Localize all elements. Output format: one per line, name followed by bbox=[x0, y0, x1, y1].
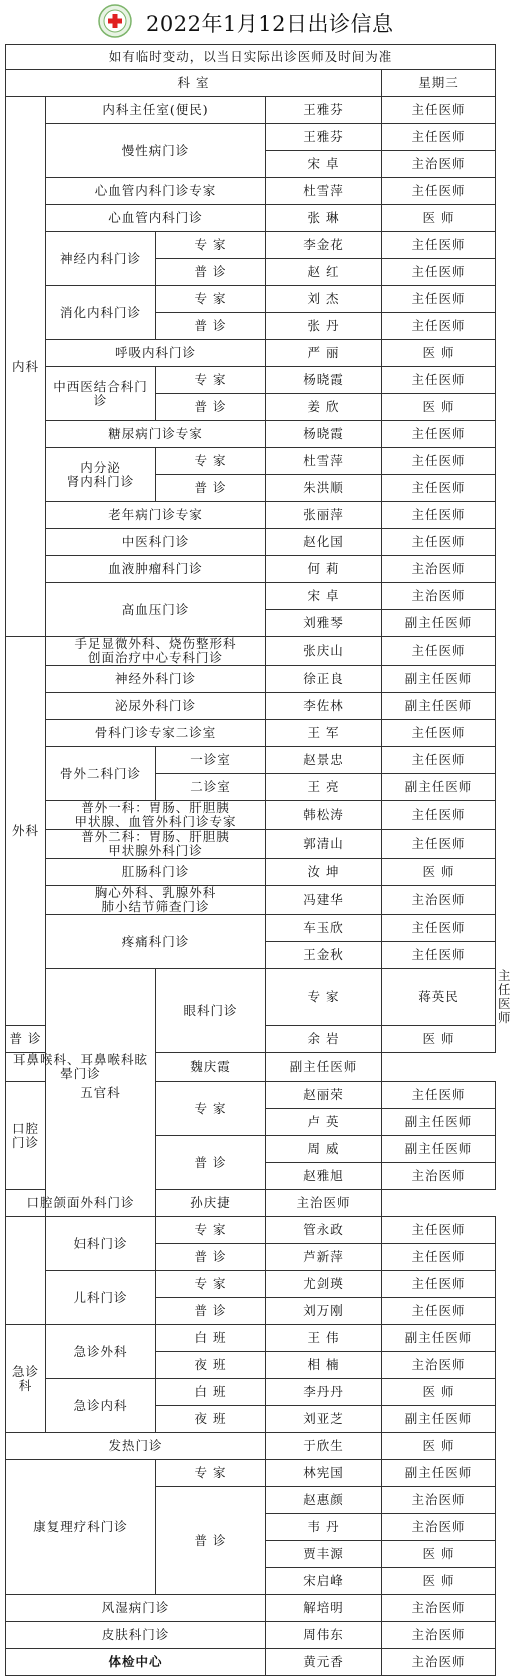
table-cell: 血液肿瘤科门诊 bbox=[46, 556, 266, 583]
table-cell: 周 威 bbox=[266, 1136, 382, 1163]
table-cell: 肛肠科门诊 bbox=[46, 859, 266, 886]
table-cell: 副主任医师 bbox=[266, 1053, 382, 1082]
table-cell: 风湿病门诊 bbox=[6, 1595, 266, 1622]
table-row bbox=[6, 529, 496, 556]
notice-text: 如有临时变动，以当日实际出诊医师及时间为准 bbox=[6, 45, 496, 70]
table-cell: 中医科门诊 bbox=[46, 529, 266, 556]
table-cell: 主任医师 bbox=[382, 313, 496, 340]
table-cell: 儿科门诊 bbox=[46, 1271, 156, 1325]
table-row bbox=[6, 720, 496, 747]
table-cell: 一诊室 bbox=[156, 747, 266, 774]
table-cell: 主治医师 bbox=[382, 1514, 496, 1541]
table-cell: 手足显微外科、烧伤整形科 创面治疗中心专科门诊 bbox=[46, 637, 266, 666]
table-cell: 医 师 bbox=[382, 1026, 496, 1053]
table-cell: 赵丽荣 bbox=[266, 1082, 382, 1109]
table-cell: 发热门诊 bbox=[6, 1433, 266, 1460]
table-cell: 副主任医师 bbox=[382, 1136, 496, 1163]
table-cell: 余 岩 bbox=[266, 1026, 382, 1053]
table-cell: 急诊科 bbox=[6, 1325, 46, 1433]
table-cell: 主任医师 bbox=[382, 720, 496, 747]
table-row bbox=[6, 1622, 496, 1649]
table-cell: 赵 红 bbox=[266, 259, 382, 286]
table-cell bbox=[6, 1217, 46, 1325]
table-cell: 专 家 bbox=[156, 1271, 266, 1298]
table-cell: 姜 欣 bbox=[266, 394, 382, 421]
table-cell: 高血压门诊 bbox=[46, 583, 266, 637]
table-cell: 刘万刚 bbox=[266, 1298, 382, 1325]
table-cell: 蒋英民 bbox=[382, 969, 496, 1026]
table-cell: 主任医师 bbox=[382, 801, 496, 830]
table-row bbox=[6, 448, 496, 475]
table-row bbox=[6, 693, 496, 720]
table-cell: 芦新萍 bbox=[266, 1244, 382, 1271]
table-row bbox=[6, 886, 496, 915]
table-cell: 五官科 bbox=[46, 969, 156, 1217]
table-row bbox=[6, 1190, 496, 1217]
table-cell: 李丹丹 bbox=[266, 1379, 382, 1406]
table-cell: 副主任医师 bbox=[382, 1109, 496, 1136]
table-cell: 妇科门诊 bbox=[46, 1217, 156, 1271]
table-row bbox=[6, 97, 496, 124]
table-cell: 主任医师 bbox=[382, 942, 496, 969]
table-cell: 口腔门诊 bbox=[6, 1082, 46, 1190]
table-row bbox=[6, 583, 496, 610]
table-cell: 车玉欣 bbox=[266, 915, 382, 942]
table-cell: 张庆山 bbox=[266, 637, 382, 666]
table-cell: 主任医师 bbox=[382, 1082, 496, 1109]
table-cell: 普 诊 bbox=[156, 1244, 266, 1271]
table-row bbox=[6, 1325, 496, 1352]
hospital-logo-icon bbox=[98, 4, 132, 38]
table-cell: 严 丽 bbox=[266, 340, 382, 367]
table-cell: 刘亚芝 bbox=[266, 1406, 382, 1433]
table-cell: 解培明 bbox=[266, 1595, 382, 1622]
table-row bbox=[6, 1379, 496, 1406]
table-cell: 内科主任室(便民) bbox=[46, 97, 266, 124]
table-cell: 主任医师 bbox=[382, 259, 496, 286]
table-cell: 主任医师 bbox=[382, 124, 496, 151]
table-cell: 急诊内科 bbox=[46, 1379, 156, 1433]
table-cell: 疼痛科门诊 bbox=[46, 915, 266, 969]
table-cell: 主任医师 bbox=[382, 830, 496, 859]
table-cell: 主治医师 bbox=[382, 1163, 496, 1190]
table-cell: 宋启峰 bbox=[266, 1568, 382, 1595]
table-cell: 何 莉 bbox=[266, 556, 382, 583]
table-cell: 呼吸内科门诊 bbox=[46, 340, 266, 367]
table-row bbox=[6, 1595, 496, 1622]
table-cell: 主任医师 bbox=[382, 475, 496, 502]
table-row bbox=[6, 124, 496, 151]
table-cell: 专 家 bbox=[156, 1460, 266, 1487]
table-cell: 宋 卓 bbox=[266, 583, 382, 610]
table-cell: 心血管内科门诊专家 bbox=[46, 178, 266, 205]
header-row bbox=[6, 70, 496, 97]
table-cell: 杜雪萍 bbox=[266, 178, 382, 205]
table-row bbox=[6, 1271, 496, 1298]
table-cell: 慢性病门诊 bbox=[46, 124, 266, 178]
table-cell: 普 诊 bbox=[156, 1487, 266, 1595]
table-cell: 消化内科门诊 bbox=[46, 286, 156, 340]
table-cell: 专 家 bbox=[156, 232, 266, 259]
table-cell: 主任医师 bbox=[382, 421, 496, 448]
table-cell: 专 家 bbox=[266, 969, 382, 1026]
table-row: 五官科 眼科门诊 专 家 蒋英民 主任医师 bbox=[6, 969, 496, 1026]
table-cell: 老年病门诊专家 bbox=[46, 502, 266, 529]
table-cell: 白 班 bbox=[156, 1379, 266, 1406]
table-cell: 主治医师 bbox=[382, 1487, 496, 1514]
table-cell: 赵雅旭 bbox=[266, 1163, 382, 1190]
table-row bbox=[6, 178, 496, 205]
table-cell: 副主任医师 bbox=[382, 610, 496, 637]
table-row bbox=[6, 801, 496, 830]
table-cell: 二诊室 bbox=[156, 774, 266, 801]
table-cell: 主任医师 bbox=[382, 1217, 496, 1244]
table-cell: 体检中心 bbox=[6, 1649, 266, 1676]
table-cell: 王 伟 bbox=[266, 1325, 382, 1352]
table-cell: 魏庆霞 bbox=[156, 1053, 266, 1082]
table-cell: 杨晓霞 bbox=[266, 367, 382, 394]
table-cell: 医 师 bbox=[382, 1379, 496, 1406]
table-cell: 王金秋 bbox=[266, 942, 382, 969]
table-cell: 王雅芬 bbox=[266, 124, 382, 151]
table-cell: 皮肤科门诊 bbox=[6, 1622, 266, 1649]
table-cell: 医 师 bbox=[382, 1568, 496, 1595]
table-cell: 医 师 bbox=[382, 394, 496, 421]
table-cell: 中西医结合科门诊 bbox=[46, 367, 156, 421]
table-cell: 黄元香 bbox=[266, 1649, 382, 1676]
table-cell: 主任医师 bbox=[382, 448, 496, 475]
table-cell: 刘雅琴 bbox=[266, 610, 382, 637]
table-cell: 主治医师 bbox=[382, 1595, 496, 1622]
table-cell: 副主任医师 bbox=[382, 1460, 496, 1487]
table-cell: 医 师 bbox=[382, 1433, 496, 1460]
table-cell: 泌尿外科门诊 bbox=[46, 693, 266, 720]
table-cell: 主任医师 bbox=[382, 232, 496, 259]
table-row bbox=[6, 286, 496, 313]
table-row bbox=[6, 502, 496, 529]
table-cell: 康复理疗科门诊 bbox=[6, 1460, 156, 1595]
table-cell: 专 家 bbox=[156, 448, 266, 475]
table-cell: 神经外科门诊 bbox=[46, 666, 266, 693]
dept-header: 科 室 bbox=[6, 70, 382, 97]
table-cell: 主任医师 bbox=[382, 286, 496, 313]
table-cell: 专 家 bbox=[156, 1217, 266, 1244]
table-row bbox=[6, 1460, 496, 1487]
table-cell: 主任医师 bbox=[382, 637, 496, 666]
table-cell: 内科 bbox=[6, 97, 46, 637]
table-cell: 专 家 bbox=[156, 367, 266, 394]
table-cell: 普外二科：胃肠、肝胆胰 甲状腺外科门诊 bbox=[46, 830, 266, 859]
table-cell: 神经内科门诊 bbox=[46, 232, 156, 286]
table-cell: 普 诊 bbox=[156, 394, 266, 421]
table-cell: 主任医师 bbox=[382, 1298, 496, 1325]
table-cell: 韩松涛 bbox=[266, 801, 382, 830]
table-cell: 专 家 bbox=[156, 286, 266, 313]
table-row bbox=[6, 367, 496, 394]
table-cell: 贾丰源 bbox=[266, 1541, 382, 1568]
page-title: 2022年1月12日出诊信息 bbox=[146, 12, 394, 36]
table-cell: 赵惠颜 bbox=[266, 1487, 382, 1514]
table-cell: 主任医师 bbox=[382, 502, 496, 529]
table-cell: 外科 bbox=[6, 637, 46, 1026]
table-cell: 周伟东 bbox=[266, 1622, 382, 1649]
table-cell: 普外一科：胃肠、肝胆胰 甲状腺、血管外科门诊专家 bbox=[46, 801, 266, 830]
table-row bbox=[6, 859, 496, 886]
table-cell: 专 家 bbox=[156, 1082, 266, 1136]
table-cell: 相 楠 bbox=[266, 1352, 382, 1379]
table-cell: 王 亮 bbox=[266, 774, 382, 801]
table-cell: 朱洪顺 bbox=[266, 475, 382, 502]
table-cell: 主治医师 bbox=[382, 151, 496, 178]
table-cell: 王雅芬 bbox=[266, 97, 382, 124]
table-cell: 汝 坤 bbox=[266, 859, 382, 886]
table-cell: 徐正良 bbox=[266, 666, 382, 693]
table-cell: 李金花 bbox=[266, 232, 382, 259]
table-cell: 耳鼻喉科、耳鼻喉科眩晕门诊 bbox=[6, 1053, 156, 1082]
table-cell: 医 师 bbox=[382, 205, 496, 232]
table-cell: 主治医师 bbox=[382, 556, 496, 583]
table-cell: 尤剑瑛 bbox=[266, 1271, 382, 1298]
page-header bbox=[0, 0, 500, 42]
table-cell: 张 琳 bbox=[266, 205, 382, 232]
table-cell: 胸心外科、乳腺外科 肺小结节筛查门诊 bbox=[46, 886, 266, 915]
table-cell: 普 诊 bbox=[156, 259, 266, 286]
table-cell: 主治医师 bbox=[382, 583, 496, 610]
table-cell: 主任医师 bbox=[382, 178, 496, 205]
table-cell: 赵化国 bbox=[266, 529, 382, 556]
table-cell: 主治医师 bbox=[382, 1649, 496, 1676]
table-cell: 杜雪萍 bbox=[266, 448, 382, 475]
table-cell: 主任医师 bbox=[382, 97, 496, 124]
table-cell: 骨科门诊专家二诊室 bbox=[46, 720, 266, 747]
table-cell: 主任医师 bbox=[382, 747, 496, 774]
table-cell: 主治医师 bbox=[382, 1622, 496, 1649]
table-cell: 张 丹 bbox=[266, 313, 382, 340]
table-row bbox=[6, 747, 496, 774]
table-cell: 普 诊 bbox=[156, 1298, 266, 1325]
table-row bbox=[6, 915, 496, 942]
table-row bbox=[6, 421, 496, 448]
table-cell: 宋 卓 bbox=[266, 151, 382, 178]
table-cell: 普 诊 bbox=[156, 313, 266, 340]
table-cell: 李佐林 bbox=[266, 693, 382, 720]
table-cell: 糖尿病门诊专家 bbox=[46, 421, 266, 448]
table-row bbox=[6, 830, 496, 859]
table-cell: 林宪国 bbox=[266, 1460, 382, 1487]
table-cell: 医 师 bbox=[382, 1541, 496, 1568]
day-header: 星期三 bbox=[382, 70, 496, 97]
notice-row bbox=[6, 45, 496, 70]
table-cell: 主任医师 bbox=[382, 529, 496, 556]
table-cell: 副主任医师 bbox=[382, 1406, 496, 1433]
table-cell: 主治医师 bbox=[382, 886, 496, 915]
table-row bbox=[6, 340, 496, 367]
table-cell: 副主任医师 bbox=[382, 1325, 496, 1352]
table-cell: 夜 班 bbox=[156, 1352, 266, 1379]
table-cell: 主任医师 bbox=[382, 1244, 496, 1271]
table-cell: 主治医师 bbox=[382, 1352, 496, 1379]
table-cell: 普 诊 bbox=[156, 475, 266, 502]
table-row bbox=[6, 1433, 496, 1460]
table-cell: 急诊外科 bbox=[46, 1325, 156, 1379]
table-cell: 王 军 bbox=[266, 720, 382, 747]
table-cell: 内分泌 肾内科门诊 bbox=[46, 448, 156, 502]
table-cell: 骨外二科门诊 bbox=[46, 747, 156, 801]
table-cell: 医 师 bbox=[382, 340, 496, 367]
schedule-table bbox=[5, 44, 512, 1676]
table-cell: 副主任医师 bbox=[382, 693, 496, 720]
table-cell: 卢 英 bbox=[266, 1109, 382, 1136]
table-cell: 冯建华 bbox=[266, 886, 382, 915]
table-cell: 张丽萍 bbox=[266, 502, 382, 529]
table-row bbox=[6, 556, 496, 583]
table-cell: 医 师 bbox=[382, 859, 496, 886]
table-cell: 眼科门诊 bbox=[156, 969, 266, 1053]
table-cell: 主任医师 bbox=[382, 1271, 496, 1298]
table-cell: 管永政 bbox=[266, 1217, 382, 1244]
table-row bbox=[6, 637, 496, 666]
table-cell: 普 诊 bbox=[156, 1136, 266, 1190]
table-cell: 郭清山 bbox=[266, 830, 382, 859]
table-cell: 夜 班 bbox=[156, 1406, 266, 1433]
table-cell: 杨晓霞 bbox=[266, 421, 382, 448]
table-row bbox=[6, 205, 496, 232]
table-cell: 副主任医师 bbox=[382, 666, 496, 693]
table-cell: 主任医师 bbox=[382, 367, 496, 394]
table-row bbox=[6, 1649, 496, 1676]
table-cell: 主治医师 bbox=[266, 1190, 382, 1217]
table-cell: 副主任医师 bbox=[382, 774, 496, 801]
table-cell: 普 诊 bbox=[6, 1026, 46, 1053]
table-cell: 主任医师 bbox=[382, 915, 496, 942]
table-row bbox=[6, 666, 496, 693]
table-row bbox=[6, 1053, 496, 1082]
table-row bbox=[6, 1217, 496, 1244]
table-cell: 心血管内科门诊 bbox=[46, 205, 266, 232]
table-row bbox=[6, 232, 496, 259]
table-cell: 口腔颌面外科门诊 bbox=[6, 1190, 156, 1217]
table-cell: 于欣生 bbox=[266, 1433, 382, 1460]
table-cell: 刘 杰 bbox=[266, 286, 382, 313]
table-cell: 孙庆捷 bbox=[156, 1190, 266, 1217]
table-cell: 赵景忠 bbox=[266, 747, 382, 774]
table-cell: 韦 丹 bbox=[266, 1514, 382, 1541]
table-cell: 白 班 bbox=[156, 1325, 266, 1352]
